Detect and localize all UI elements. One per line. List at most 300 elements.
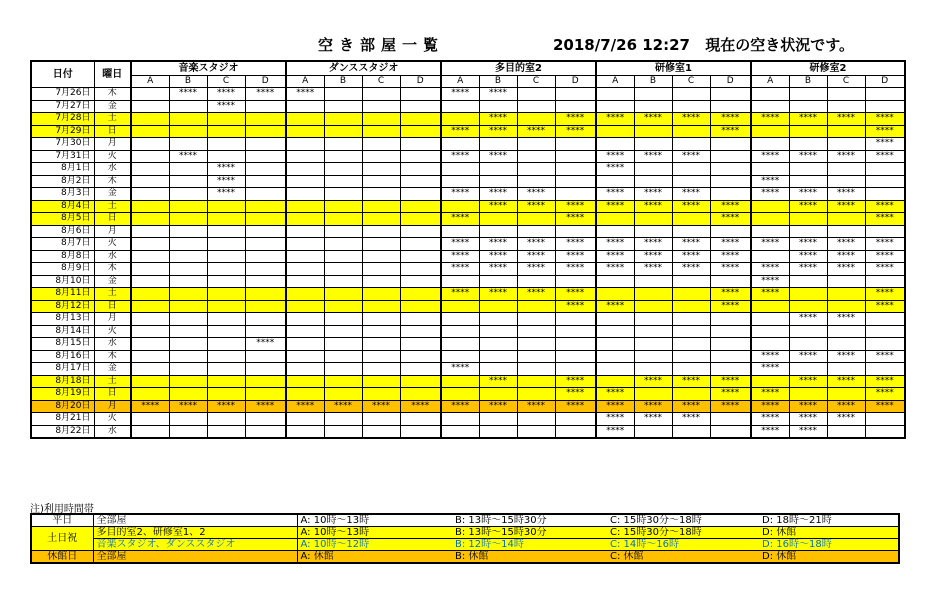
slot-cell	[710, 188, 751, 201]
slot-cell	[324, 288, 362, 301]
slot-cell	[672, 313, 710, 326]
slot-cell	[207, 300, 245, 313]
vacancy-mark: ****	[596, 238, 634, 251]
slot-cell	[131, 250, 169, 263]
slot-cell	[827, 125, 865, 138]
vacancy-mark: ****	[596, 113, 634, 126]
vacancy-mark: ****	[789, 400, 827, 413]
slot-cell	[131, 363, 169, 376]
slot-cell	[131, 388, 169, 401]
vacancy-mark: ****	[751, 188, 789, 201]
vacancy-mark: ****	[634, 188, 672, 201]
slot-cell	[207, 250, 245, 263]
date-cell: 8月1日	[31, 163, 94, 176]
slot-cell	[131, 313, 169, 326]
vacancy-mark: ****	[131, 400, 169, 413]
slot-cell	[400, 188, 441, 201]
vacancy-mark: ****	[207, 175, 245, 188]
slot-cell	[286, 363, 324, 376]
slot-cell	[634, 363, 672, 376]
weekday-cell: 月	[94, 225, 131, 238]
table-row	[31, 325, 905, 338]
vacancy-mark: ****	[169, 88, 207, 101]
vacancy-mark: ****	[827, 238, 865, 251]
slot-header: D	[555, 76, 596, 88]
room-header: 研修室2	[751, 61, 905, 76]
date-cell: 8月11日	[31, 288, 94, 301]
slot-cell	[441, 163, 479, 176]
slot-cell	[517, 113, 555, 126]
slot-cell	[245, 300, 286, 313]
vacancy-mark: ****	[555, 200, 596, 213]
slot-cell	[286, 175, 324, 188]
vacancy-mark: ****	[710, 388, 751, 401]
slot-cell	[245, 213, 286, 226]
legend-slot-c: C: 14時～16時	[607, 539, 759, 551]
vacancy-mark: ****	[672, 413, 710, 426]
vacancy-mark: ****	[789, 413, 827, 426]
slot-cell	[441, 175, 479, 188]
slot-cell	[400, 200, 441, 213]
slot-cell	[245, 325, 286, 338]
vacancy-mark: ****	[789, 350, 827, 363]
slot-cell	[751, 250, 789, 263]
slot-cell	[865, 225, 905, 238]
vacancy-mark: ****	[207, 88, 245, 101]
slot-cell	[362, 375, 400, 388]
vacancy-mark: ****	[865, 213, 905, 226]
vacancy-mark: ****	[865, 375, 905, 388]
vacancy-mark: ****	[634, 238, 672, 251]
slot-cell	[596, 225, 634, 238]
weekday-cell: 日	[94, 213, 131, 226]
slot-cell	[362, 88, 400, 101]
slot-cell	[324, 325, 362, 338]
slot-cell	[479, 225, 517, 238]
table-row	[31, 263, 905, 276]
vacancy-mark: ****	[245, 338, 286, 351]
table-row	[31, 188, 905, 201]
slot-cell	[169, 375, 207, 388]
date-cell: 7月30日	[31, 138, 94, 151]
slot-cell	[169, 325, 207, 338]
slot-cell	[596, 363, 634, 376]
slot-cell	[207, 388, 245, 401]
slot-cell	[362, 263, 400, 276]
slot-cell	[286, 213, 324, 226]
slot-cell	[400, 213, 441, 226]
slot-cell	[634, 125, 672, 138]
vacancy-mark: ****	[710, 300, 751, 313]
slot-cell	[169, 313, 207, 326]
vacancy-mark: ****	[865, 350, 905, 363]
slot-cell	[441, 225, 479, 238]
slot-cell	[324, 88, 362, 101]
vacancy-mark: ****	[751, 425, 789, 438]
slot-cell	[324, 238, 362, 251]
vacancy-mark: ****	[207, 188, 245, 201]
slot-cell	[324, 175, 362, 188]
slot-cell	[362, 213, 400, 226]
slot-cell	[324, 100, 362, 113]
slot-cell	[751, 100, 789, 113]
slot-cell	[441, 425, 479, 438]
slot-cell	[789, 163, 827, 176]
slot-cell	[131, 300, 169, 313]
slot-cell	[324, 213, 362, 226]
slot-cell	[245, 113, 286, 126]
slot-cell	[672, 425, 710, 438]
slot-cell	[479, 275, 517, 288]
slot-cell	[400, 275, 441, 288]
vacancy-mark: ****	[596, 388, 634, 401]
slot-cell	[400, 363, 441, 376]
slot-cell	[634, 313, 672, 326]
weekday-cell: 金	[94, 100, 131, 113]
slot-cell	[865, 363, 905, 376]
table-row	[31, 413, 905, 426]
legend-slot-d: D: 16時～18時	[759, 539, 899, 551]
legend-slot-c: C: 15時30分～18時	[607, 514, 759, 527]
slot-cell	[245, 413, 286, 426]
slot-cell	[634, 213, 672, 226]
slot-cell	[131, 375, 169, 388]
slot-cell	[672, 88, 710, 101]
table-row	[31, 213, 905, 226]
status-text: 現在の空き状況です。	[705, 36, 855, 54]
slot-cell	[751, 88, 789, 101]
slot-cell	[634, 88, 672, 101]
vacancy-mark: ****	[865, 138, 905, 151]
vacancy-mark: ****	[169, 150, 207, 163]
vacancy-mark: ****	[751, 400, 789, 413]
slot-cell	[827, 225, 865, 238]
vacancy-mark: ****	[634, 263, 672, 276]
vacancy-mark: ****	[672, 375, 710, 388]
weekday-cell: 水	[94, 425, 131, 438]
slot-cell	[207, 138, 245, 151]
slot-cell	[131, 288, 169, 301]
slot-cell	[131, 125, 169, 138]
slot-cell	[400, 100, 441, 113]
vacancy-mark: ****	[789, 425, 827, 438]
date-cell: 7月27日	[31, 100, 94, 113]
slot-cell	[634, 288, 672, 301]
slot-cell	[517, 213, 555, 226]
slot-cell	[207, 238, 245, 251]
slot-cell	[400, 325, 441, 338]
slot-cell	[131, 338, 169, 351]
vacancy-mark: ****	[865, 125, 905, 138]
slot-header: D	[400, 76, 441, 88]
slot-cell	[245, 175, 286, 188]
slot-cell	[362, 175, 400, 188]
weekday-cell: 水	[94, 163, 131, 176]
vacancy-mark: ****	[827, 150, 865, 163]
vacancy-mark: ****	[710, 400, 751, 413]
slot-cell	[207, 338, 245, 351]
slot-cell	[441, 113, 479, 126]
table-row	[31, 375, 905, 388]
weekday-cell: 日	[94, 125, 131, 138]
vacancy-mark: ****	[286, 88, 324, 101]
vacancy-mark: ****	[441, 238, 479, 251]
weekday-cell: 木	[94, 88, 131, 101]
slot-header: A	[751, 76, 789, 88]
weekday-cell: 火	[94, 325, 131, 338]
weekday-cell: 木	[94, 350, 131, 363]
vacancy-mark: ****	[827, 250, 865, 263]
slot-cell	[479, 325, 517, 338]
vacancy-mark: ****	[751, 288, 789, 301]
slot-cell	[555, 338, 596, 351]
slot-cell	[207, 375, 245, 388]
vacancy-mark: ****	[751, 238, 789, 251]
weekday-cell: 金	[94, 275, 131, 288]
slot-cell	[751, 125, 789, 138]
slot-cell	[207, 150, 245, 163]
slot-cell	[400, 238, 441, 251]
availability-rows	[31, 88, 905, 439]
vacancy-mark: ****	[634, 200, 672, 213]
vacancy-mark: ****	[596, 150, 634, 163]
table-row	[31, 288, 905, 301]
vacancy-mark: ****	[441, 125, 479, 138]
slot-cell	[400, 88, 441, 101]
slot-cell	[169, 138, 207, 151]
slot-cell	[710, 413, 751, 426]
slot-cell	[131, 150, 169, 163]
slot-cell	[827, 325, 865, 338]
slot-cell	[169, 125, 207, 138]
slot-cell	[400, 225, 441, 238]
slot-cell	[362, 188, 400, 201]
vacancy-mark: ****	[751, 113, 789, 126]
slot-cell	[672, 100, 710, 113]
slot-cell	[865, 413, 905, 426]
slot-cell	[362, 138, 400, 151]
slot-cell	[710, 363, 751, 376]
slot-cell	[400, 413, 441, 426]
vacancy-mark: ****	[596, 188, 634, 201]
slot-cell	[362, 113, 400, 126]
slot-cell	[245, 100, 286, 113]
slot-cell	[362, 225, 400, 238]
slot-cell	[245, 275, 286, 288]
vacancy-mark: ****	[207, 163, 245, 176]
slot-cell	[245, 388, 286, 401]
date-cell: 8月15日	[31, 338, 94, 351]
vacancy-mark: ****	[789, 150, 827, 163]
slot-cell	[710, 100, 751, 113]
slot-cell	[555, 175, 596, 188]
slot-cell	[479, 388, 517, 401]
weekday-cell: 火	[94, 150, 131, 163]
slot-cell	[207, 125, 245, 138]
legend-category: 平日	[31, 514, 93, 527]
date-cell: 8月17日	[31, 363, 94, 376]
slot-cell	[634, 300, 672, 313]
slot-cell	[751, 375, 789, 388]
slot-cell	[865, 100, 905, 113]
date-cell: 8月7日	[31, 238, 94, 251]
slot-cell	[672, 213, 710, 226]
table-row	[31, 313, 905, 326]
slot-cell	[555, 350, 596, 363]
slot-cell	[672, 325, 710, 338]
slot-cell	[169, 275, 207, 288]
slot-cell	[517, 138, 555, 151]
time-slot-legend	[30, 513, 900, 564]
legend-slot-d: D: 18時～21時	[759, 514, 899, 527]
slot-cell	[517, 100, 555, 113]
vacancy-mark: ****	[710, 125, 751, 138]
slot-cell	[286, 150, 324, 163]
vacancy-mark: ****	[865, 250, 905, 263]
vacancy-mark: ****	[827, 375, 865, 388]
slot-cell	[286, 300, 324, 313]
vacancy-mark: ****	[479, 88, 517, 101]
slot-cell	[517, 375, 555, 388]
date-cell: 8月12日	[31, 300, 94, 313]
vacancy-mark: ****	[672, 263, 710, 276]
slot-cell	[207, 350, 245, 363]
weekday-cell: 水	[94, 338, 131, 351]
vacancy-mark: ****	[751, 275, 789, 288]
slot-cell	[789, 100, 827, 113]
slot-cell	[441, 413, 479, 426]
slot-cell	[362, 300, 400, 313]
slot-cell	[169, 113, 207, 126]
date-cell: 8月3日	[31, 188, 94, 201]
slot-cell	[751, 163, 789, 176]
slot-header: C	[362, 76, 400, 88]
slot-cell	[400, 263, 441, 276]
slot-cell	[555, 163, 596, 176]
slot-cell	[169, 338, 207, 351]
slot-cell	[400, 425, 441, 438]
slot-cell	[286, 350, 324, 363]
slot-cell	[441, 325, 479, 338]
slot-cell	[672, 363, 710, 376]
table-row	[31, 400, 905, 413]
vacancy-mark: ****	[517, 238, 555, 251]
vacancy-mark: ****	[827, 350, 865, 363]
slot-cell	[517, 388, 555, 401]
slot-cell	[400, 163, 441, 176]
vacancy-mark: ****	[634, 413, 672, 426]
slot-header: B	[789, 76, 827, 88]
vacancy-mark: ****	[479, 400, 517, 413]
vacancy-mark: ****	[479, 150, 517, 163]
slot-cell	[789, 388, 827, 401]
slot-cell	[324, 375, 362, 388]
vacancy-mark: ****	[672, 113, 710, 126]
vacancy-mark: ****	[555, 388, 596, 401]
vacancy-mark: ****	[555, 125, 596, 138]
date-cell: 8月22日	[31, 425, 94, 438]
slot-cell	[245, 288, 286, 301]
slot-cell	[245, 425, 286, 438]
vacancy-mark: ****	[751, 363, 789, 376]
vacancy-mark: ****	[207, 400, 245, 413]
slot-cell	[710, 275, 751, 288]
weekday-cell: 月	[94, 313, 131, 326]
vacancy-mark: ****	[672, 188, 710, 201]
slot-cell	[362, 363, 400, 376]
table-row	[31, 363, 905, 376]
vacancy-mark: ****	[596, 413, 634, 426]
slot-cell	[441, 375, 479, 388]
vacancy-mark: ****	[789, 313, 827, 326]
slot-cell	[169, 300, 207, 313]
slot-cell	[286, 163, 324, 176]
slot-cell	[634, 338, 672, 351]
legend-category: 土日祝	[31, 527, 93, 551]
slot-cell	[400, 250, 441, 263]
page-title: 空き部屋一覧	[318, 36, 445, 54]
legend-title: 注)利用時間帯	[30, 504, 94, 515]
weekday-cell: 土	[94, 200, 131, 213]
date-cell: 8月16日	[31, 350, 94, 363]
date-cell: 8月2日	[31, 175, 94, 188]
slot-cell	[555, 425, 596, 438]
slot-cell	[827, 363, 865, 376]
vacancy-mark: ****	[362, 400, 400, 413]
slot-cell	[827, 300, 865, 313]
date-cell: 8月9日	[31, 263, 94, 276]
vacancy-mark: ****	[789, 188, 827, 201]
slot-cell	[672, 138, 710, 151]
slot-cell	[207, 363, 245, 376]
slot-cell	[555, 413, 596, 426]
slot-cell	[441, 200, 479, 213]
slot-cell	[324, 313, 362, 326]
slot-cell	[596, 313, 634, 326]
slot-cell	[634, 275, 672, 288]
weekday-cell: 火	[94, 238, 131, 251]
slot-cell	[169, 238, 207, 251]
slot-header: B	[169, 76, 207, 88]
legend-slot-c: C: 15時30分～18時	[607, 527, 759, 539]
vacancy-mark: ****	[827, 400, 865, 413]
vacancy-mark: ****	[751, 413, 789, 426]
slot-cell	[441, 350, 479, 363]
vacancy-mark: ****	[441, 150, 479, 163]
slot-cell	[400, 300, 441, 313]
weekday-cell: 金	[94, 363, 131, 376]
slot-cell	[751, 313, 789, 326]
legend-slot-a: A: 休館	[297, 551, 452, 564]
legend-slot-b: B: 12時～14時	[452, 539, 607, 551]
slot-cell	[169, 363, 207, 376]
slot-cell	[865, 338, 905, 351]
vacancy-mark: ****	[710, 213, 751, 226]
vacancy-mark: ****	[710, 263, 751, 276]
slot-cell	[286, 100, 324, 113]
slot-cell	[286, 238, 324, 251]
slot-cell	[441, 100, 479, 113]
weekday-header: 曜日	[94, 61, 131, 88]
slot-cell	[324, 200, 362, 213]
vacancy-mark: ****	[555, 288, 596, 301]
slot-header: C	[207, 76, 245, 88]
slot-cell	[479, 425, 517, 438]
slot-cell	[634, 100, 672, 113]
slot-cell	[131, 175, 169, 188]
slot-cell	[441, 388, 479, 401]
slot-cell	[865, 313, 905, 326]
